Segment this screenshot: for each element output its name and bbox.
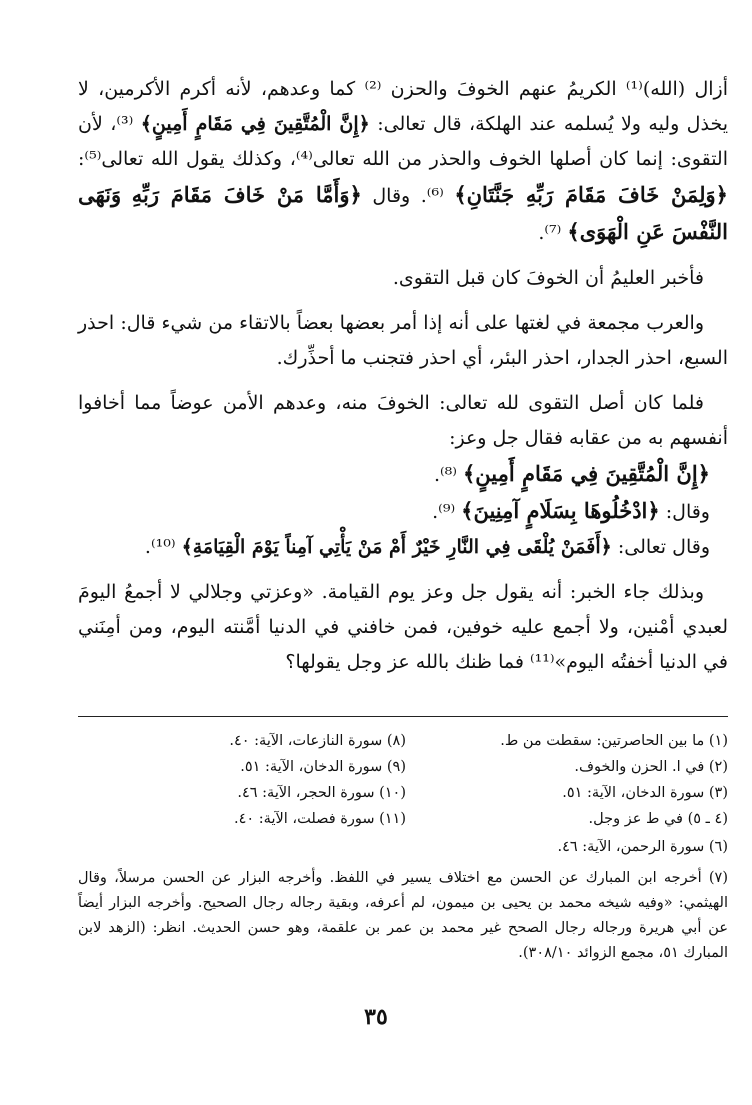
footnote-ref: ⁽⁹⁾. [432, 501, 456, 523]
text-line: أنفسهم به من عقابه فقال جل وعز: [449, 427, 728, 449]
footnote: (١) ما بين الحاصرتين: سقطت من ط. [500, 733, 728, 749]
footnote: (٢) في ا. الحزن والخوف. [574, 759, 728, 775]
paragraph-4 [78, 386, 728, 456]
footnote: (٦) سورة الرحمن، الآية: ٤٦. [557, 839, 728, 855]
ayah-line-3 [78, 530, 728, 565]
paragraph-3 [78, 306, 728, 376]
footnote-row [78, 754, 728, 780]
quran-verse: ﴿إِنَّ الْمُتَّقِينَ فِي مَقَامٍ أَمِينٍ﴾ [140, 113, 370, 135]
text-line: وبذلك جاء الخبر: أنه يقول جل وعز يوم القيامة. «وعزتي وجلالي لا أجمعُ [124, 581, 704, 603]
text-line: والعرب مجمعة في لغتها على أنه إذا أمر بعضها بعضاً بالاتقاء من شيء قال: [120, 312, 705, 334]
ayah-prefix: وقال: [665, 501, 710, 523]
page-number: ٣٥ [364, 1004, 388, 1030]
text-line: لأن التقوى: إنما كان أصلها الخوف والحذر من الله تعالى⁽⁴⁾، وكذلك يقول الله [78, 113, 729, 170]
text-line: أزال (الله)⁽¹⁾ الكريمُ عنهم الخوفَ والحزن ⁽²⁾ كما وعدهم، لأنه أكرم الأكرمين، لا [78, 78, 728, 100]
ayah-line-2 [78, 493, 728, 530]
footnote-row [78, 806, 728, 832]
footnote: (٨) سورة النازعات، الآية: ٤٠. [229, 733, 406, 749]
footnote-row [78, 780, 728, 806]
text-line: اليومَ لعبدي أمْنين، ولا أجمع عليه خوفين، فمن خافني في الدنيا أمَّنته اليوم، ومن [78, 581, 728, 638]
text-line: يخذل وليه ولا يُسلمه عند الهلكة، قال تعالى: [377, 113, 729, 135]
footnotes [78, 728, 728, 966]
footnote-ref: ⁽³⁾، [110, 113, 134, 135]
footnote-ref: ⁽¹⁰⁾. [144, 536, 176, 558]
ayah-line-1 [78, 456, 728, 493]
text-line: فلما كان أصل التقوى لله تعالى: الخوفَ منه، وعدهم الأمن عوضاً مما أخافوا [78, 392, 704, 414]
main-text [78, 72, 728, 680]
footnote-separator [78, 716, 728, 717]
footnote-ref: ⁽⁸⁾. [433, 464, 457, 486]
paragraph-5 [78, 575, 728, 680]
footnote: (٤ ـ ٥) في ط عز وجل. [588, 811, 728, 827]
footnote: (٣) سورة الدخان، الآية: ٥١. [562, 785, 728, 801]
ayah-prefix: وقال تعالى: [617, 536, 710, 558]
footnote: (٩) سورة الدخان، الآية: ٥١. [240, 759, 406, 775]
paragraph-2: فأخبر العليمُ أن الخوفَ كان قبل التقوى. [392, 267, 704, 289]
footnote: (١١) سورة فصلت، الآية: ٤٠. [234, 811, 406, 827]
quran-verse: وَنَهَى النَّفْسَ عَنِ الْهَوَى﴾ [78, 182, 728, 244]
footnote-row [78, 728, 728, 754]
footnote-ref: ⁽⁷⁾. [538, 222, 562, 244]
quran-verse: ﴿إِنَّ الْمُتَّقِينَ فِي مَقَامٍ أَمِينٍ﴾ [463, 461, 710, 486]
quran-verse: ﴿ادْخُلُوهَا بِسَلَامٍ آمِنِينَ﴾ [461, 498, 660, 523]
text-line: تعالى⁽⁵⁾: [78, 148, 144, 170]
footnote-ref: ⁽⁶⁾. وقال [372, 185, 444, 207]
paragraph-1 [78, 72, 728, 251]
text-line: أمِنَني في الدنيا أخفتُه اليوم»⁽¹¹⁾ فما ظنك بالله عز وجل يقولها؟ [78, 616, 728, 673]
quran-verse: ﴿وَلِمَنْ خَافَ مَقَامَ رَبِّهِ جَنَّتَانِ﴾ [454, 182, 728, 207]
quran-verse: ﴿وَأَمَّا مَنْ خَافَ مَقَامَ رَبِّهِ [131, 182, 362, 207]
footnote: (١٠) سورة الحجر، الآية: ٤٦. [237, 785, 406, 801]
footnote: (٧) أخرجه ابن المبارك عن الحسن مع اختلاف يسير في اللفظ. وأخرجه البزار عن الحسن مرسلاً، وقال الهيثمي: «وفيه شيخه محمد بن يحيى بن ميمون، لم أعرفه، وبقية رجاله رجال الصحيح. وأخرجه البزار أيضاً عن أبي هريرة ورجاله رجال الصحح غير محمد بن عمر بن علقمة، وهو حسن الحديث. انظر: (الزهد لابن المبارك ٥١، مجمع الزوائد ٣٠٨/١٠). [78, 870, 728, 961]
text-line: احذر السبع، احذر الجدار، احذر البئر، أي احذر فتجنب ما أحذِّرك. [78, 312, 728, 369]
quran-verse: ﴿أَفَمَنْ يُلْقَى فِي النَّارِ خَيْرٌ أَمْ مَنْ يَأْتِي آمِناً يَوْمَ الْقِيَامَةِ﴾ [181, 536, 612, 558]
